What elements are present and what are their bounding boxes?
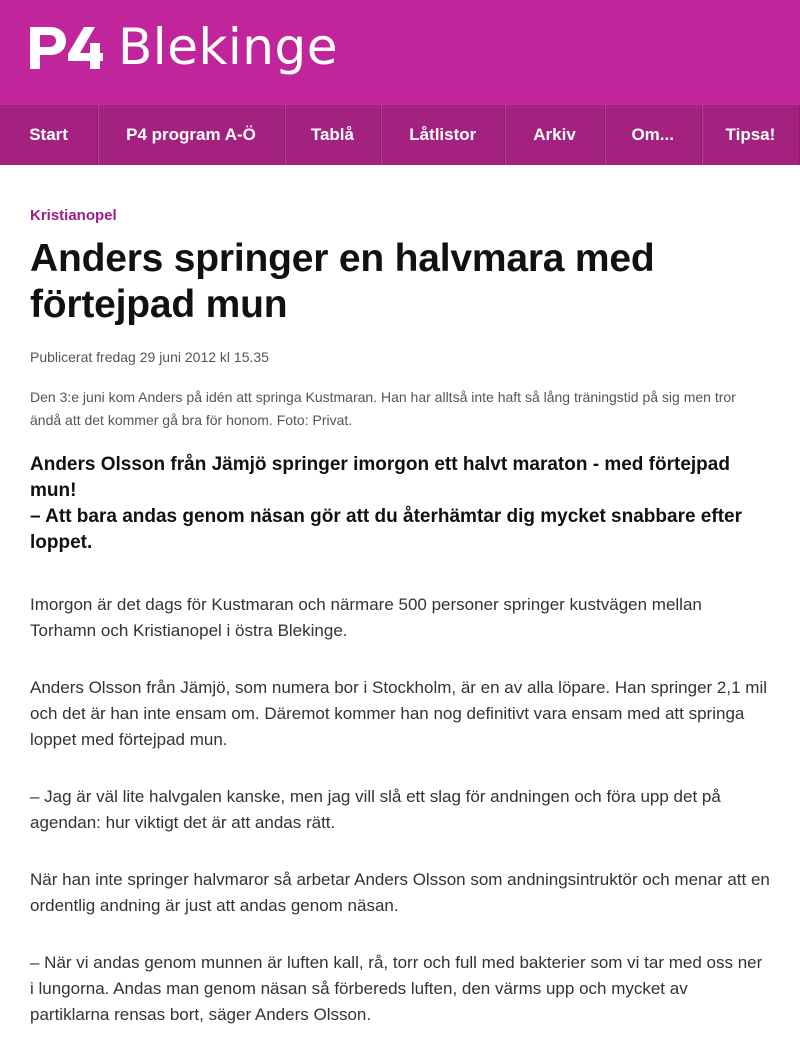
article-lead [30,452,770,556]
nav-item-start[interactable]: Start [0,105,98,165]
nav-item-tipsa[interactable]: Tipsa! [702,105,800,165]
body-paragraph: – När vi andas genom munnen är luften kall, rå, torr och full med bakterier som vi tar med oss ner i lungorna. Andas man genom näsan så förbereds luften, den värms upp och mycket av partiklarna rensas bort, säger Anders Olsson. [30,953,763,1024]
body-paragraph: När han inte springer halvmaror så arbetar Anders Olsson som andningsintruktör och menar att en ordentlig andning är just att andas genom näsan. [30,870,770,915]
nav-item-arkiv[interactable]: Arkiv [505,105,604,165]
nav-item-latlistor[interactable]: Låtlistor [381,105,505,165]
site-header [0,0,800,104]
body-paragraph: Imorgon är det dags för Kustmaran och närmare 500 personer springer kustvägen mellan Torhamn och Kristianopel i östra Blekinge. [30,595,702,640]
p4-logo-mark [28,23,104,71]
article-category[interactable]: Kristianopel [30,207,117,224]
published-date: Publicerat fredag 29 juni 2012 kl 15.35 [30,349,269,365]
nav-item-program[interactable]: P4 program A-Ö [98,105,285,165]
site-logo[interactable] [28,18,338,76]
image-caption: Den 3:e juni kom Anders på idén att springa Kustmaran. Han har alltså inte haft så lång träningstid på sig men tror ändå att det kommer gå bra för honom. Foto: Privat. [30,389,736,428]
main-navigation [0,104,800,165]
station-name: Blekinge [118,18,338,76]
article-body [30,592,770,1028]
body-paragraph: – Jag är väl lite halvgalen kanske, men jag vill slå ett slag för andningen och föra upp det på agendan: hur viktigt det är att andas rätt. [30,787,721,832]
lead-line: Anders Olsson från Jämjö springer imorgon ett halvt maraton - med förtejpad mun! [30,454,730,501]
article-title: Anders springer en halvmara med förtejpad mun [30,237,655,326]
article [0,207,800,1028]
nav-item-om[interactable]: Om... [605,105,702,165]
lead-quote: – Att bara andas genom näsan gör att du återhämtar dig mycket snabbare efter loppet. [30,506,742,553]
nav-item-tabla[interactable]: Tablå [285,105,381,165]
body-paragraph: Anders Olsson från Jämjö, som numera bor i Stockholm, är en av alla löpare. Han springer 2,1 mil och det är han inte ensam om. Däremot kommer han nog definitivt vara ensam med att springa loppet med förtejpad mun. [30,678,767,749]
